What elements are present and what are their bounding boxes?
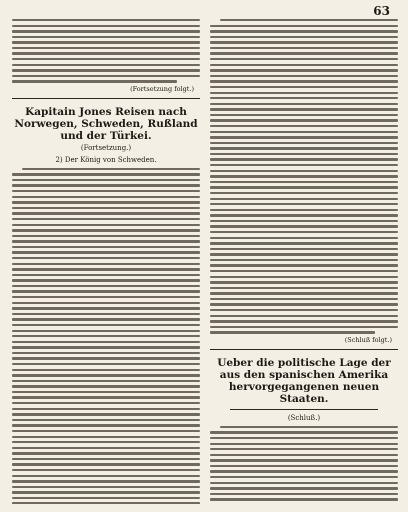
article1-continuation-text (12, 18, 200, 84)
section-divider (210, 349, 398, 350)
article2-heading: Kapitain Jones Reisen nach Norwegen, Schweden, Rußland und der Türkei. (14, 105, 198, 142)
article2-continuation-text (210, 18, 398, 335)
article2-sub-note: (Fortsetzung.) (80, 143, 132, 152)
article2-body-text (12, 167, 200, 504)
article3-sub-note: (Schluß.) (287, 413, 321, 422)
text-columns (12, 18, 398, 504)
left-column (12, 18, 200, 504)
right-column (210, 18, 398, 504)
section-divider (12, 98, 200, 99)
page-number: 63 (373, 4, 390, 18)
article3-body-text (210, 425, 398, 504)
article2-section-title: 2) Der König von Schweden. (55, 155, 157, 164)
article3-heading: Ueber die politische Lage der aus den spanischen Amerika hervorgegangenen neuen Staaten. (217, 356, 391, 405)
article2-end-note: (Schluß folgt.) (344, 335, 392, 344)
heading-underline (230, 409, 378, 410)
article1-continued-note: (Fortsetzung folgt.) (130, 84, 194, 93)
